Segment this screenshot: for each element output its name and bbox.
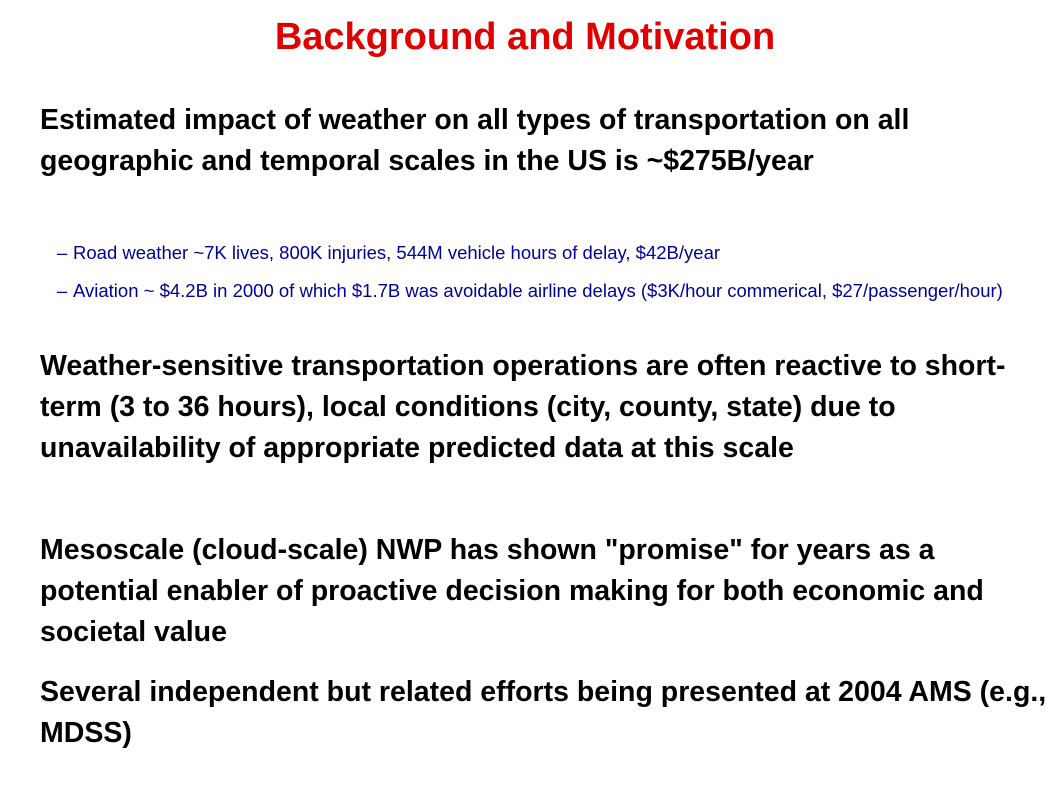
slide-title: Background and Motivation (274, 16, 776, 58)
sub-bullet-1-text: Road weather ~7K lives, 800K injuries, 544M vehicle hours of delay, $42B/year (73, 242, 721, 263)
bullet-1-text: Estimated impact of weather on all types of transportation on all geographic and temporal scales in the US is ~$275B/year (40, 104, 910, 177)
bullet-3-text: Mesoscale (cloud-scale) NWP has shown "promise" for years as a potential enabler of proactive decision making for both economic and societal value (40, 534, 984, 648)
bullet-4 (14, 672, 1050, 754)
bullet-2-text: Weather-sensitive transportation operations are often reactive to short-term (3 to 36 hours), local conditions (city, county, state) due to unavailability of appropriate predicted data at this scale (40, 350, 1006, 464)
sub-bullet-2 (57, 277, 1041, 304)
sub-bullet-1 (57, 239, 1041, 266)
bullet-4-text: Several independent but related efforts being presented at 2004 AMS (e.g., MDSS) (40, 676, 1047, 749)
bullet-3 (14, 530, 1050, 653)
bullet-1 (14, 100, 1050, 182)
sub-bullet-dash: – (57, 242, 68, 263)
bullet-2 (14, 346, 1050, 469)
sub-bullet-dash: – (57, 280, 68, 301)
sub-bullet-2-text: Aviation ~ $4.2B in 2000 of which $1.7B was avoidable airline delays ($3K/hour commerical, $27/passenger/hour) (73, 280, 1003, 301)
